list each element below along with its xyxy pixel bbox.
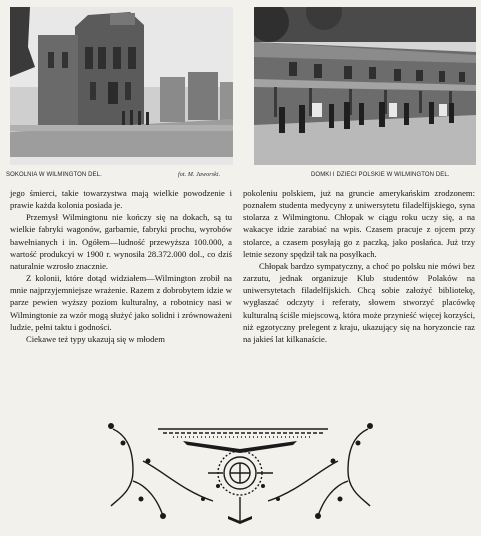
text-column-left	[10, 187, 232, 345]
paragraph: jego śmierci, takie towarzystwa mają wielkie powodzenie i prawie każda kolonia posiada je.	[10, 188, 232, 211]
paragraph: Z kolonii, które dotąd widziałem—Wilmington zrobił na mnie najprzyjemniejsze wrażenie. Razem z dobrobytem idzie w parze pewien wyższy poziom kulturalny, a robotnicy nasi w Wilmingtonie za wzór mogą służyć jako solidni i zrównoważeni ludzie, pełni taktu i godności.	[10, 273, 232, 332]
paragraph: Chłopak bardzo sympatyczny, a choć po polsku nie mówi bez zarzutu, jednak organizuje Klub studentów Polaków na uniwersytetach filadelfijskich. Chcą sobie założyć bibliotekę, wygłaszać odczyty i referaty, słowem stworzyć placówkę kulturalną ściśle miejscową, która może przynieść więcej korzyści, niż egzotyczny prelegent z kraju, ukazujący się na horyzoncie raz na jakieś lat kilkanaście.	[243, 260, 475, 344]
paragraph: Ciekawe też typy ukazują się w młodem	[26, 333, 165, 344]
photo-sokolnia	[10, 7, 233, 165]
paragraph: Przemysł Wilmingtonu nie kończy się na dokach, są tu wielkie fabryki wagonów, garbarnie, fabryki prochu, wyrobów bawełnianych i in. Ogółem—ludność przewyższa 100.000, a wartość produkcyi w 1900 r. wynosiła 28.372.000 dol., co dziś naturalnie wzrosło znacznie.	[10, 212, 232, 271]
decorative-ornament	[103, 421, 378, 526]
paragraph: pokoleniu polskiem, już na gruncie amerykańskim zrodzonem: poznałem studenta medycyny z uniwersytetu filadelfijskiego, syna stolarza z Wilmingtonu. Chłopak w ciągu roku uczy się, a na wakacye idzie zarabiać na wpis. Czasem pracuje z ojcem przy stolarce, a czasem posyłają go z paczką, jako posłańca. Już trzy letnie sezony spędził tak na posyłkach.	[243, 188, 475, 259]
caption-right: DOMKI I DZIECI POLSKIE W WILMINGTON DEL.	[311, 172, 450, 178]
photo-credit: fot. M. Jaworski.	[178, 172, 221, 178]
photo-domki-dzieci	[254, 7, 476, 165]
caption-left: SOKOLNIA W WILMINGTON DEL.	[6, 172, 102, 178]
text-column-right	[243, 187, 475, 345]
